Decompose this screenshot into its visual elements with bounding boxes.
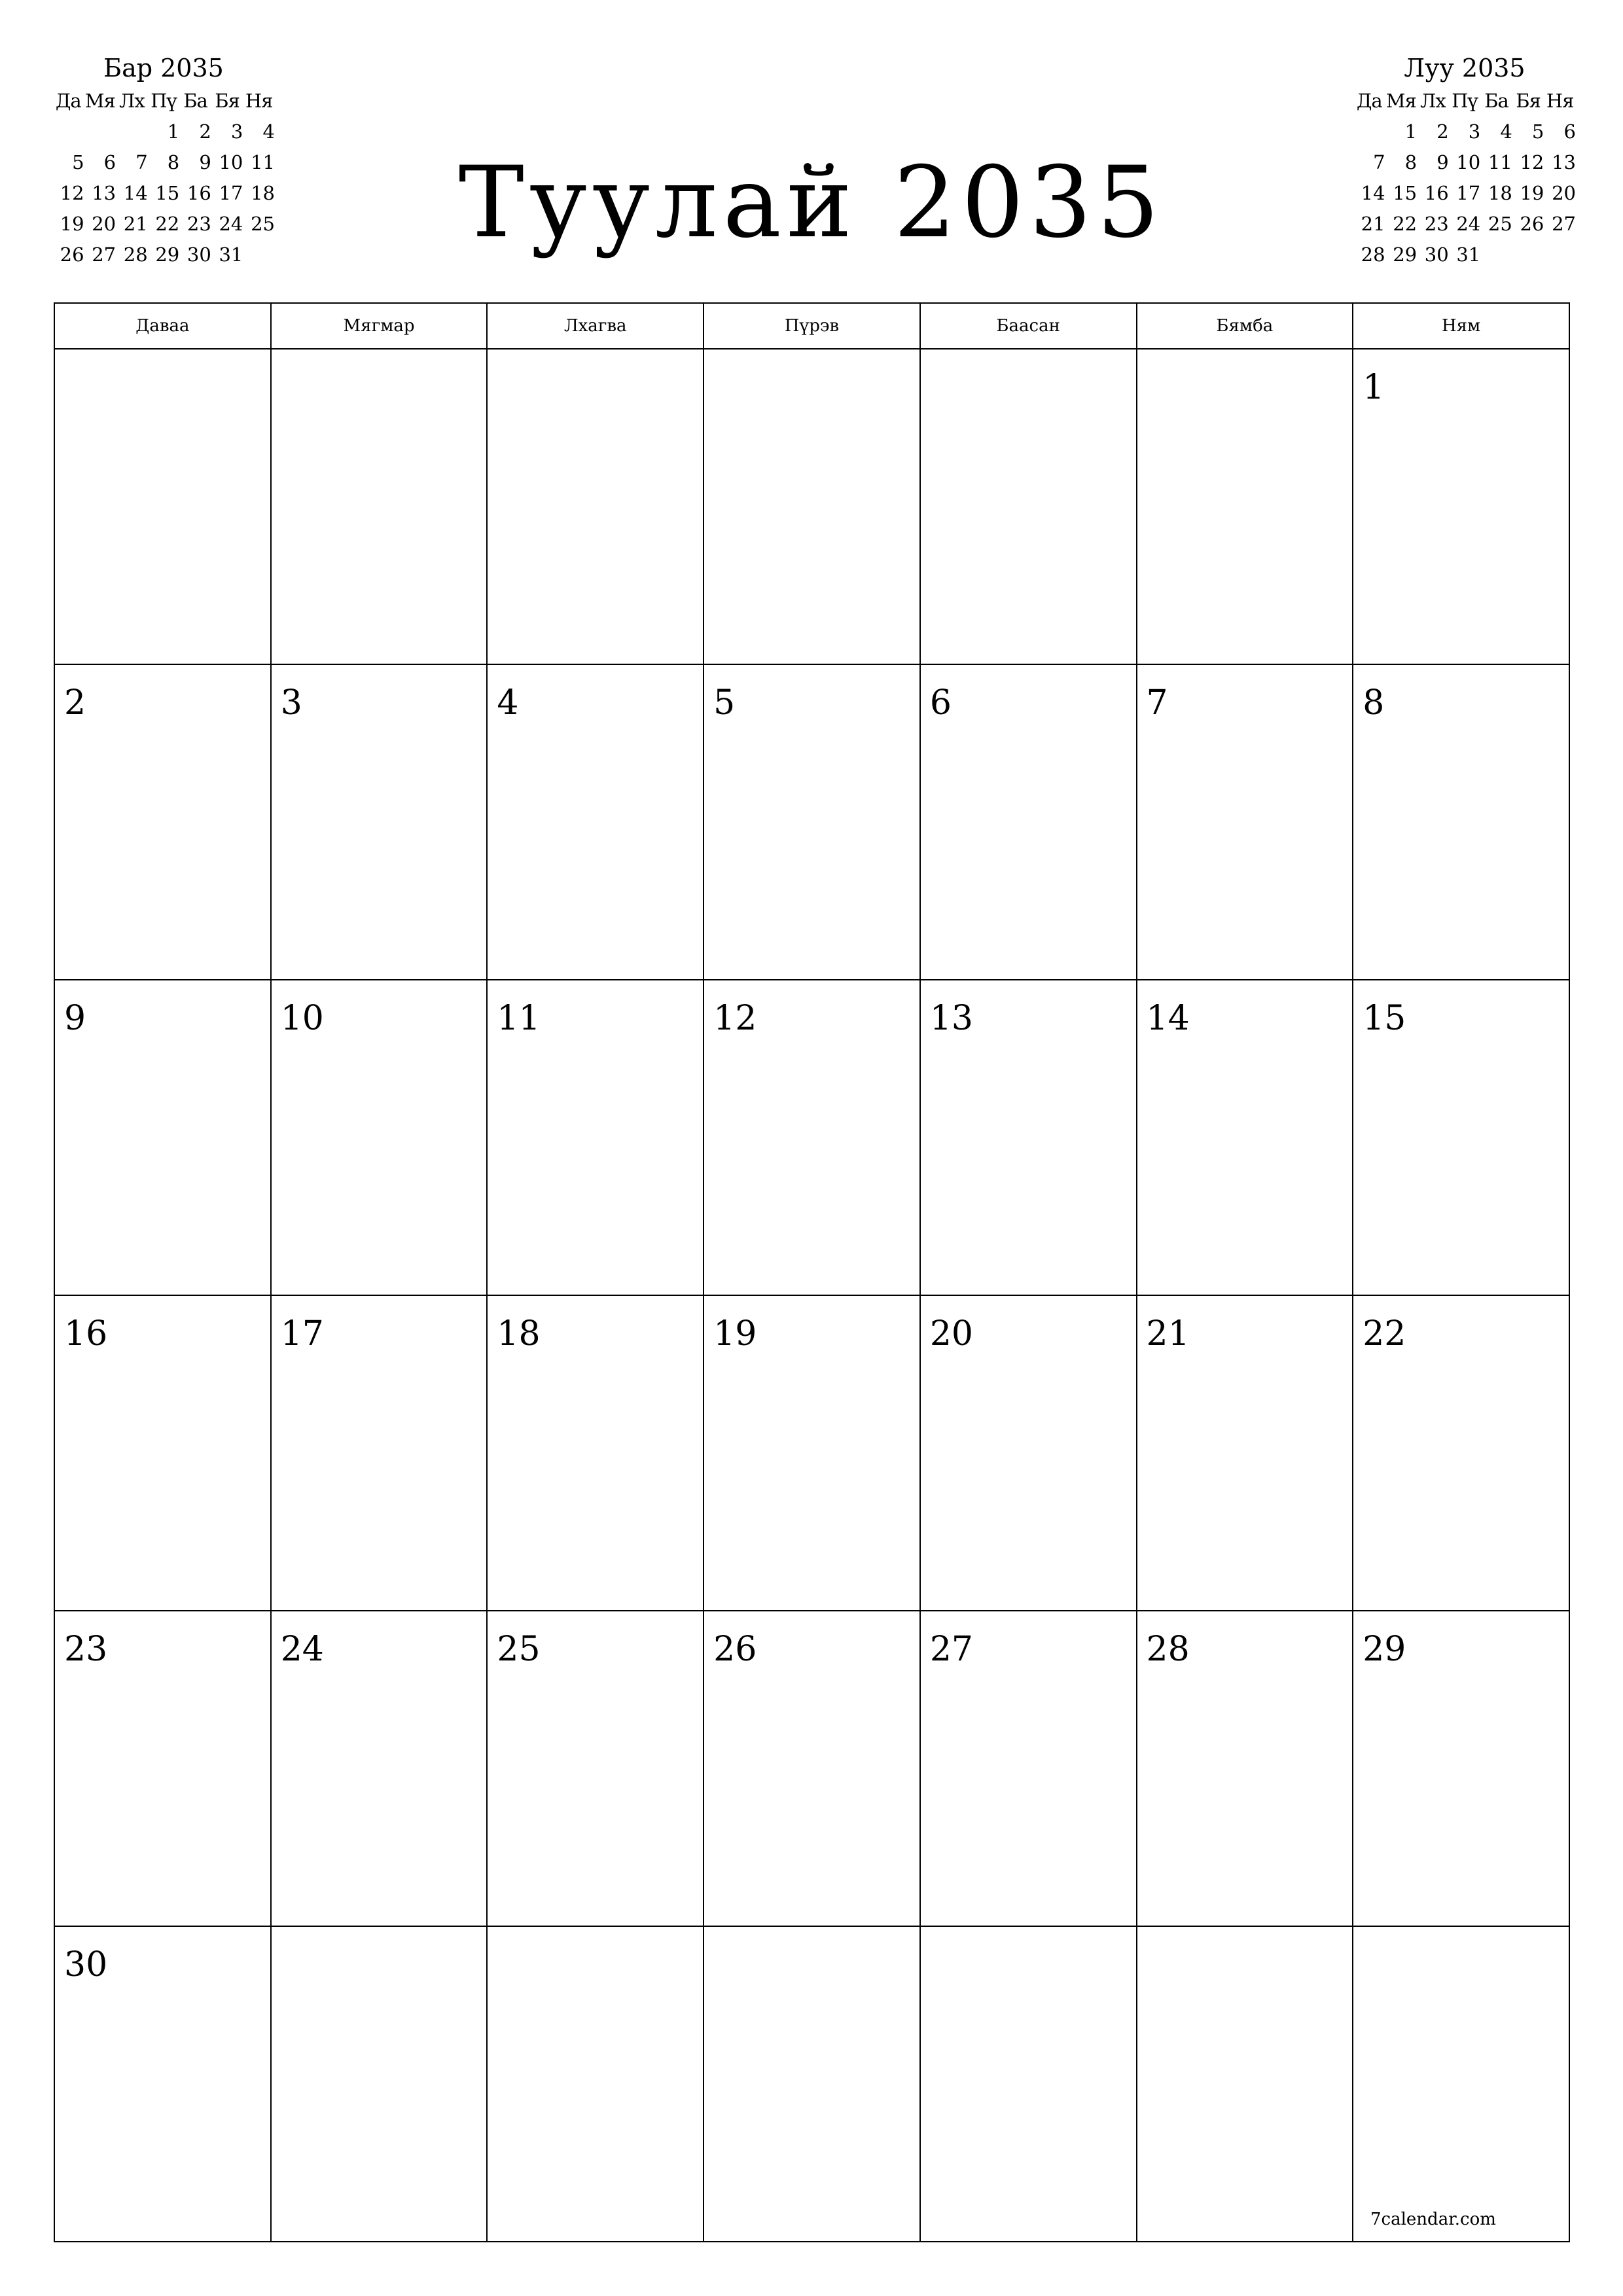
day-number: 13 [929,999,973,1038]
next-month-day: 5 [1531,120,1544,143]
day-number: 3 [280,683,302,723]
prev-month-day: 15 [155,181,180,204]
next-month-day: 12 [1520,151,1544,173]
next-month-weekday: Мя [1385,89,1416,112]
day-number: 10 [280,999,324,1038]
month-grid [54,302,1570,2242]
week-row [54,1926,1569,2242]
next-month-day: 30 [1424,243,1449,266]
next-month-day: 18 [1488,181,1512,204]
prev-month-day: 31 [219,243,243,266]
prev-month-day: 16 [187,181,211,204]
day-cell[interactable] [1353,1295,1569,1611]
next-month-week-row [1353,177,1576,208]
day-cell[interactable] [54,1295,271,1611]
next-month-day: 20 [1552,181,1576,204]
day-number: 21 [1146,1314,1190,1354]
day-cell[interactable] [271,1295,488,1611]
weekday-header: Мягмар [271,303,488,349]
day-number: 2 [64,683,86,723]
next-month-weekday: Да [1356,89,1382,112]
next-month-day: 8 [1404,151,1418,173]
prev-month-day: 19 [60,212,84,235]
day-cell[interactable] [487,664,704,980]
prev-month-day: 13 [92,181,116,204]
prev-month-day: 24 [219,212,243,235]
day-cell[interactable] [704,1295,920,1611]
next-month-day: 1 [1404,120,1418,143]
next-month-day: 23 [1424,212,1449,235]
day-number [272,350,487,368]
next-month-day: 28 [1361,243,1385,266]
next-month-day [1512,239,1544,270]
day-cell[interactable] [1137,980,1353,1295]
next-month-day: 15 [1393,181,1418,204]
prev-month-day: 5 [72,151,84,173]
next-month-day: 19 [1520,181,1544,204]
next-month-day: 11 [1488,151,1512,173]
week-row [54,1611,1569,1926]
next-month-day: 21 [1361,212,1385,235]
page-title: Туулай 2035 [458,146,1165,260]
day-number: 17 [280,1314,324,1354]
day-cell[interactable] [1353,664,1569,980]
day-number [704,1927,919,1945]
next-month-weekday: Ня [1546,89,1574,112]
prev-month-day: 4 [262,120,275,143]
day-number: 29 [1363,1630,1406,1669]
day-cell[interactable] [920,1611,1137,1926]
day-number [272,1927,487,1945]
prev-month-weekday: Да [55,89,81,112]
next-month-day: 9 [1436,151,1449,173]
day-cell[interactable] [487,349,704,664]
next-month-day [1544,239,1576,270]
prev-month-day [84,116,116,147]
day-number: 4 [497,683,519,723]
day-number: 12 [713,999,757,1038]
weekday-header: Пүрэв [704,303,920,349]
weekday-header: Ням [1353,303,1569,349]
day-cell[interactable] [271,1926,488,2242]
day-number: 19 [713,1314,757,1354]
day-number: 27 [929,1630,973,1669]
day-number: 23 [64,1630,108,1669]
day-number: 7 [1146,683,1168,723]
day-cell[interactable] [54,1926,271,2242]
day-number [921,350,1136,368]
day-number: 14 [1146,999,1190,1038]
day-number: 16 [64,1314,108,1354]
week-row [54,980,1569,1295]
day-cell[interactable] [54,349,271,664]
prev-month-day: 28 [123,243,148,266]
day-cell[interactable] [54,664,271,980]
next-month-day: 16 [1424,181,1449,204]
day-number: 30 [64,1945,108,1984]
next-month-weekday: Бя [1516,89,1541,112]
day-cell[interactable] [1137,664,1353,980]
day-cell[interactable] [920,980,1137,1295]
next-month-week-row [1353,147,1576,177]
day-cell[interactable] [1353,980,1569,1295]
next-month-day: 2 [1436,120,1449,143]
day-cell[interactable] [920,664,1137,980]
day-cell[interactable] [1137,349,1353,664]
prev-month-day: 9 [199,151,211,173]
prev-month-day: 27 [92,243,116,266]
prev-month-weekday: Ба [183,89,207,112]
next-month-day: 22 [1393,212,1418,235]
prev-month-day: 14 [123,181,148,204]
day-cell[interactable] [54,1611,271,1926]
day-cell[interactable] [920,349,1137,664]
week-row [54,664,1569,980]
prev-month-day: 12 [60,181,84,204]
prev-month-day: 17 [219,181,243,204]
next-month-day: 26 [1520,212,1544,235]
next-month-weekday: Лх [1420,89,1446,112]
prev-month-day: 7 [135,151,148,173]
prev-month-week-row [52,116,275,147]
next-month-week-row [1353,239,1576,270]
day-number [1137,350,1353,368]
prev-month-weekday: Лх [119,89,145,112]
weekday-header: Бямба [1137,303,1353,349]
next-month-title: Луу 2035 [1404,54,1525,82]
prev-month-day: 30 [187,243,211,266]
day-number [704,350,919,368]
day-number: 20 [929,1314,973,1354]
day-cell[interactable] [54,980,271,1295]
week-row [54,1295,1569,1611]
day-number: 5 [713,683,736,723]
next-month-day: 14 [1361,181,1385,204]
day-cell[interactable] [487,980,704,1295]
next-month-mini-calendar [1353,51,1576,270]
day-cell[interactable] [1137,1611,1353,1926]
prev-month-weekday: Мя [84,89,115,112]
day-number: 9 [64,999,86,1038]
day-cell[interactable] [487,1295,704,1611]
day-cell[interactable] [271,1611,488,1926]
day-number: 8 [1363,683,1385,723]
prev-month-day [52,116,84,147]
prev-month-day: 23 [187,212,211,235]
day-number: 25 [497,1630,541,1669]
day-number: 22 [1363,1314,1406,1354]
next-month-day: 24 [1456,212,1481,235]
prev-month-title: Бар 2035 [103,54,224,82]
prev-month-day: 22 [155,212,180,235]
next-month-weekday: Ба [1484,89,1508,112]
next-month-week-row [1353,208,1576,239]
day-cell[interactable] [1353,1611,1569,1926]
day-cell[interactable] [1137,1926,1353,2242]
day-number: 24 [280,1630,324,1669]
prev-month-day: 20 [92,212,116,235]
next-month-day: 10 [1456,151,1481,173]
next-month-day: 31 [1456,243,1481,266]
day-cell[interactable] [704,1611,920,1926]
next-month-day [1353,116,1385,147]
prev-month-day: 8 [167,151,180,173]
prev-month-weekday: Пү [151,89,177,112]
day-cell[interactable] [271,349,488,664]
prev-month-day: 6 [103,151,116,173]
day-number: 6 [929,683,952,723]
day-cell[interactable] [487,1611,704,1926]
prev-month-day: 29 [155,243,180,266]
next-month-table [1353,85,1576,270]
next-month-day: 25 [1488,212,1512,235]
day-number [55,350,270,368]
next-month-day: 27 [1552,212,1576,235]
day-cell[interactable] [1137,1295,1353,1611]
day-number [1137,1927,1353,1945]
day-number [488,1927,703,1945]
site-credit: 7calendar.com [1370,2210,1496,2229]
prev-month-weekday: Ня [245,89,273,112]
day-cell[interactable] [704,349,920,664]
next-month-day [1480,239,1512,270]
prev-month-day: 26 [60,243,84,266]
day-cell[interactable] [271,980,488,1295]
next-month-day: 17 [1456,181,1481,204]
weekday-header: Баасан [920,303,1137,349]
day-cell[interactable] [1353,1926,1569,2242]
prev-month-day: 2 [199,120,211,143]
week-row [54,349,1569,664]
day-cell[interactable] [920,1295,1137,1611]
next-month-week-row [1353,116,1576,147]
next-month-day: 7 [1373,151,1385,173]
day-number: 18 [497,1314,541,1354]
day-number: 26 [713,1630,757,1669]
prev-month-day: 18 [251,181,275,204]
day-number: 1 [1363,368,1385,407]
day-number: 28 [1146,1630,1190,1669]
next-month-day: 13 [1552,151,1576,173]
prev-month-day: 21 [123,212,148,235]
day-number [921,1927,1136,1945]
next-month-weekday: Пү [1452,89,1478,112]
day-cell[interactable] [704,1926,920,2242]
day-cell[interactable] [920,1926,1137,2242]
prev-month-weekday: Бя [215,89,240,112]
prev-month-day: 10 [219,151,243,173]
day-number [488,350,703,368]
prev-month-day: 11 [251,151,275,173]
weekday-header: Даваа [54,303,271,349]
day-cell[interactable] [704,664,920,980]
next-month-day: 4 [1500,120,1512,143]
prev-month-day: 25 [251,212,275,235]
next-month-day: 29 [1393,243,1418,266]
prev-month-day [116,116,148,147]
next-month-day: 6 [1563,120,1576,143]
day-cell[interactable] [271,664,488,980]
day-number: 11 [497,999,541,1038]
day-number: 15 [1363,999,1406,1038]
next-month-day: 3 [1468,120,1481,143]
day-cell[interactable] [704,980,920,1295]
day-cell[interactable] [1353,349,1569,664]
weekday-header: Лхагва [487,303,704,349]
prev-month-day: 3 [230,120,243,143]
day-cell[interactable] [487,1926,704,2242]
day-number [1353,1927,1569,1945]
prev-month-day: 1 [167,120,180,143]
